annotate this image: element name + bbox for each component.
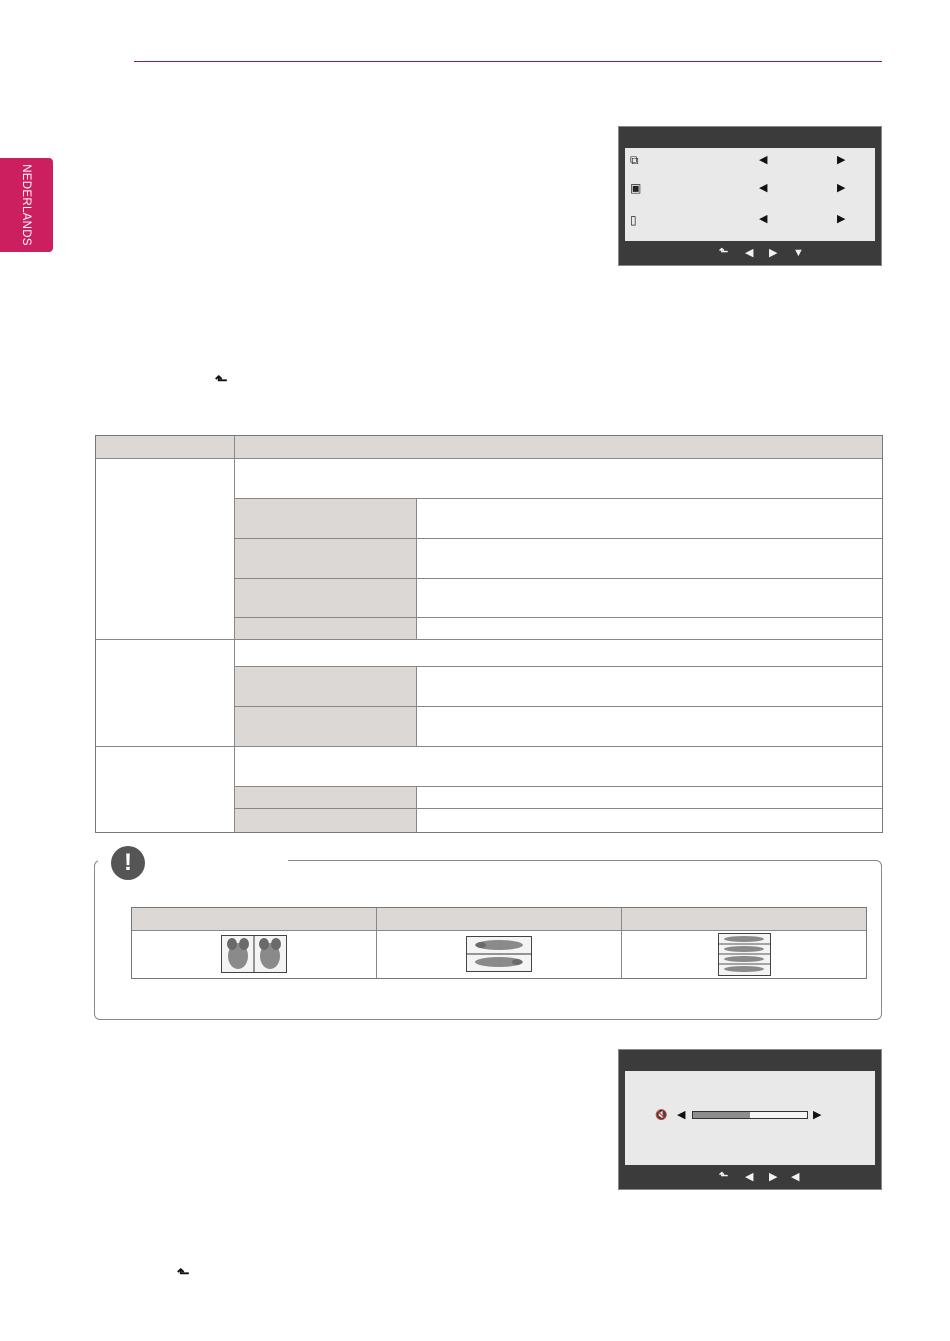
return-icon[interactable]: ⬑ (719, 1170, 729, 1182)
return-icon: ⬑ (215, 372, 228, 389)
row-divider (96, 458, 882, 459)
row2-left-arrow[interactable]: ◀ (759, 182, 768, 194)
column-divider (621, 908, 622, 978)
volume-slider[interactable] (692, 1111, 808, 1119)
exclamation-icon: ! (111, 846, 145, 880)
group2-option-2 (235, 707, 416, 746)
group1-option-1 (235, 499, 416, 538)
osd-volume-nav-bar (619, 1165, 881, 1189)
side-by-side-thumbnail (221, 935, 287, 973)
group3-option-1 (235, 787, 416, 808)
option-column-divider (416, 786, 417, 832)
row-divider (96, 639, 882, 640)
format-table-header (132, 908, 866, 930)
osd-3d-nav-bar (619, 241, 881, 265)
speaker-icon: ▯ (630, 213, 637, 227)
volume-right-arrow[interactable]: ▶ (813, 1109, 822, 1121)
nav-left-icon[interactable]: ◀ (745, 1171, 754, 1183)
group1-option-4 (235, 618, 416, 639)
row3-right-arrow[interactable]: ▶ (837, 213, 846, 225)
return-icon: ⬑ (177, 1265, 190, 1282)
settings-table (95, 435, 883, 833)
osd-volume-menu (618, 1049, 882, 1190)
volume-slider-fill (693, 1112, 750, 1118)
nav-right-icon[interactable]: ▶ (769, 1171, 778, 1183)
side-by-side-image (222, 936, 286, 972)
lr-icon: ▣ (630, 181, 642, 195)
group2-option-1 (235, 667, 416, 706)
row1-right-arrow[interactable]: ▶ (837, 154, 846, 166)
osd-3d-panel (625, 148, 875, 242)
header-column-divider (234, 436, 235, 458)
row-divider (132, 930, 866, 931)
top-bottom-thumbnail (466, 936, 532, 972)
nav-right-icon[interactable]: ▶ (769, 247, 778, 259)
nav-left-icon[interactable]: ◀ (745, 247, 754, 259)
table-header-row (96, 436, 882, 458)
group1-option-2 (235, 539, 416, 578)
osd-volume-panel (625, 1071, 875, 1166)
line-interleaving-image (719, 934, 770, 975)
nav-down-icon[interactable]: ▼ (793, 247, 804, 259)
row3-left-arrow[interactable]: ◀ (759, 213, 768, 225)
line-interleaving-thumbnail (718, 933, 771, 976)
row-divider (96, 746, 882, 747)
volume-left-arrow[interactable]: ◀ (677, 1109, 686, 1121)
osd-3d-menu (618, 126, 882, 266)
group3-option-2 (235, 809, 416, 832)
row2-right-arrow[interactable]: ▶ (837, 182, 846, 194)
top-bottom-image (467, 937, 531, 971)
cube-icon: ⧉ (630, 153, 639, 167)
mute-icon: 🔇 (655, 1110, 668, 1121)
option-column-divider (416, 498, 417, 639)
language-tab-label: NEDERLANDS (20, 164, 32, 246)
row1-left-arrow[interactable]: ◀ (759, 154, 768, 166)
option-column-divider (416, 666, 417, 746)
language-tab (0, 158, 53, 252)
column-divider (376, 908, 377, 978)
return-icon[interactable]: ⬑ (719, 246, 729, 258)
nav-mute-icon[interactable]: ◀ (791, 1171, 800, 1183)
group1-option-3 (235, 579, 416, 617)
header-rule (134, 61, 882, 62)
